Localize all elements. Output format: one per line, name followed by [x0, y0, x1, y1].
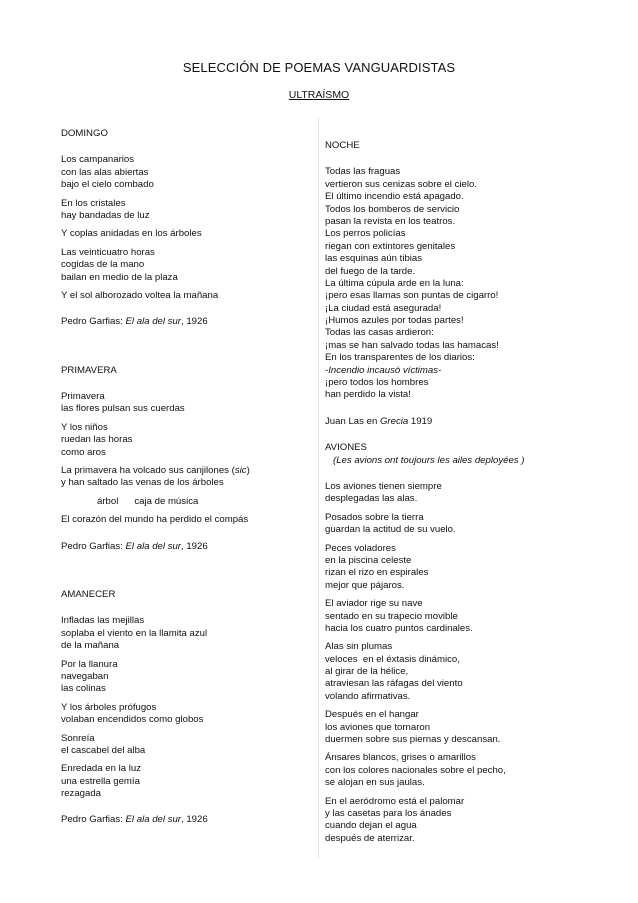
poem-line: ruedan las horas	[61, 434, 133, 446]
poem-line: ¡La ciudad está asegurada!	[325, 302, 442, 314]
poem-line: Y los árboles prófugos	[61, 701, 157, 713]
poem-attribution	[61, 541, 311, 553]
poem-line: Ánsares blancos, grises o amarillos	[325, 752, 476, 764]
poem-line: duermen sobre sus piernas y descansan.	[325, 734, 501, 746]
poem-line: ¡mas se han salvado todas las hamacas!	[325, 339, 499, 351]
poem-line: pasan la revista en los teatros.	[325, 215, 456, 227]
poem-line: hay bandadas de luz	[61, 209, 150, 221]
attribution-author: Pedro Garfias:	[61, 814, 126, 826]
poem-line: navegaban	[61, 670, 109, 682]
poem-stanza	[325, 641, 615, 703]
poem-title-amanecer: AMANECER	[61, 588, 116, 600]
poem-title-noche: NOCHE	[325, 140, 360, 151]
poem-line: Infladas las mejillas	[61, 615, 145, 627]
poem-line: veloces en el éxtasis dinámico,	[325, 653, 460, 665]
page-title: SELECCIÓN DE POEMAS VANGUARDISTAS	[182, 60, 456, 75]
attribution-author: Pedro Garfias:	[61, 540, 126, 552]
poem-stanza	[325, 543, 615, 593]
poem-line: con las alas abiertas	[61, 166, 149, 178]
poem-line: Los perros policías	[325, 228, 406, 240]
right-column	[325, 140, 615, 845]
poem-line: Y los niños	[61, 421, 108, 433]
poem-line: Y el sol alborozado voltea la mañana	[61, 289, 219, 301]
poem-line: ¡pero esas llamas son puntas de cigarro!	[325, 290, 499, 302]
poem-line: una estrella gemía	[61, 775, 140, 787]
attribution-work: El ala del sur	[125, 316, 181, 328]
poem-line: los aviones que tornaron	[325, 721, 431, 733]
poem-line: sentado en su trapecio movible	[325, 610, 458, 622]
poem-stanza	[325, 166, 615, 364]
attribution-work: El ala del sur	[125, 814, 181, 826]
poem-line: El último incendio está apagado.	[325, 191, 464, 203]
poem-line: En el aeródromo está el palomar	[325, 795, 465, 807]
poem-line: volaban encendidos como globos	[61, 714, 204, 726]
poem-line: bailan en medio de la plaza	[61, 271, 178, 283]
attribution-work: El ala del sur	[125, 540, 181, 552]
poem-line: después de aterrizar.	[325, 832, 415, 844]
poem-line: La primavera ha volcado sus canjilones (sic)	[61, 465, 250, 477]
poem-line: volando afirmativas.	[325, 690, 411, 702]
poem-line: En los cristales	[61, 197, 126, 209]
poem-line: El aviador rige su nave	[325, 598, 423, 610]
attribution-year: 1919	[408, 415, 433, 427]
poem-line: Y coplas anidadas en los árboles	[61, 228, 202, 240]
poem-line: ¡Humos azules por todas partes!	[325, 315, 464, 327]
poem-line: guardan la actitud de su vuelo.	[325, 524, 456, 536]
poem-stanza	[325, 752, 615, 789]
poem-line: -Incendio incausó víctimas-	[325, 364, 442, 376]
column-divider	[318, 118, 319, 858]
poem-attribution	[61, 316, 311, 328]
attribution-year: , 1926	[181, 814, 208, 826]
poem-epigraph: (Les avions ont toujours les ailes deployées )	[333, 454, 525, 466]
poem-line: ¡pero todos los hombres	[325, 377, 429, 389]
poem-line: de la mañana	[61, 640, 120, 652]
poem-stanza	[325, 709, 615, 746]
poem-attribution	[325, 416, 615, 428]
poem-line: Las veinticuatro horas	[61, 246, 155, 258]
poem-line: Posados sobre la tierra	[325, 511, 424, 523]
attribution-year: , 1926	[181, 316, 208, 328]
poem-line: árbol caja de música	[97, 495, 199, 507]
poem-line: Los campanarios	[61, 154, 135, 166]
poem-line: al girar de la hélice,	[325, 666, 409, 678]
poem-line: hacia los cuatro puntos cardinales.	[325, 622, 473, 634]
poem-line: En los transparentes de los diarios:	[325, 352, 475, 364]
poem-line: cuando dejan el agua	[325, 820, 417, 832]
poem-line: atraviesan las ráfagas del viento	[325, 678, 463, 690]
poem-line: cogidas de la mano	[61, 259, 145, 271]
poem-line: como aros	[61, 446, 106, 458]
poem-line: en la piscina celeste	[325, 554, 412, 566]
poem-line: Todas las casas ardieron:	[325, 327, 434, 339]
poem-line: mejor que pájaros.	[325, 579, 405, 591]
poem-line: Por la llanura	[61, 658, 118, 670]
poem-line: las esquinas aún tibias	[325, 253, 423, 265]
poem-line: desplegadas las alas.	[325, 493, 418, 505]
poem-line: las colinas	[61, 683, 106, 695]
poem-line: La última cúpula arde en la luna:	[325, 277, 464, 289]
poem-line: Sonreía	[61, 732, 95, 744]
poem-line: Enredada en la luz	[61, 763, 142, 775]
poem-line: Peces voladores	[325, 542, 396, 554]
poem-line: Después en el hangar	[325, 709, 419, 721]
poem-title-primavera: PRIMAVERA	[61, 364, 117, 376]
poem-line: riegan con extintores genitales	[325, 240, 456, 252]
poem-line: y han saltado las venas de los árboles	[61, 477, 224, 489]
poem-line: con los colores nacionales sobre el pecho,	[325, 764, 506, 776]
poem-stanza	[325, 481, 615, 506]
poem-title-aviones: AVIONES	[325, 442, 367, 454]
poem-stanza	[325, 796, 615, 846]
poem-line: del fuego de la tarde.	[325, 265, 416, 277]
poem-line: El corazón del mundo ha perdido el compás	[61, 514, 249, 526]
poem-line: rizan el rizo en espirales	[325, 567, 429, 579]
poem-line: se alojan en sus jaulas.	[325, 777, 425, 789]
poem-line: vertieron sus cenizas sobre el cielo.	[325, 178, 477, 190]
poem-line: Los aviones tienen siempre	[325, 480, 442, 492]
left-column	[61, 128, 311, 827]
poem-line: y las casetas para los ánades	[325, 807, 452, 819]
poem-line: han perdido la vista!	[325, 389, 411, 401]
poem-title-domingo: DOMINGO	[61, 128, 108, 139]
poem-stanza	[325, 512, 615, 537]
poem-line: las flores pulsan sus cuerdas	[61, 403, 185, 415]
poem-attribution	[61, 814, 311, 826]
poem-line: soplaba el viento en la llamita azul	[61, 627, 208, 639]
poem-line: Alas sin plumas	[325, 641, 393, 653]
poem-line: el cascabel del alba	[61, 744, 146, 756]
attribution-work: Grecia	[379, 415, 409, 427]
poem-line: rezagada	[61, 788, 102, 800]
attribution-author: Juan Las en	[325, 415, 380, 427]
attribution-year: , 1926	[181, 540, 208, 552]
poem-stanza	[325, 598, 615, 635]
poem-line: Primavera	[61, 391, 105, 403]
poem-line: bajo el cielo combado	[61, 179, 154, 191]
poem-line: Todas las fraguas	[325, 166, 401, 178]
page-subtitle: ULTRAÍSMO	[288, 89, 350, 101]
poem-line: Todos los bomberos de servicio	[325, 203, 460, 215]
attribution-author: Pedro Garfias:	[61, 316, 126, 328]
